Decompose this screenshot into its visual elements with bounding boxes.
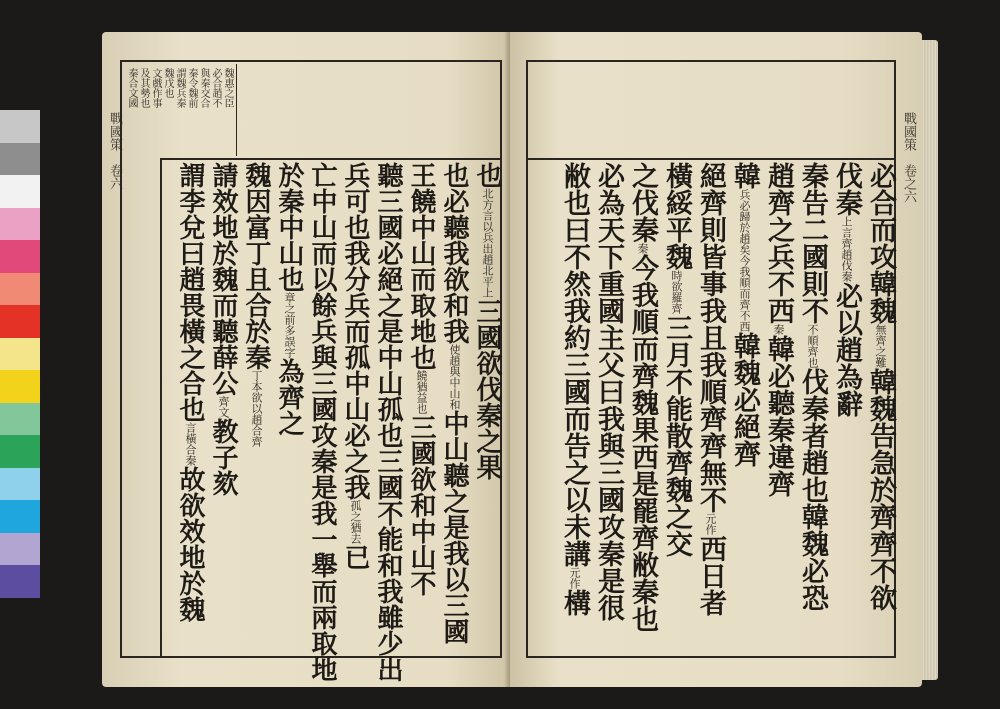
text-column — [437, 162, 467, 654]
headnote-line: 魏戊也 — [162, 68, 173, 98]
commentary-text: 時欲羅齊 — [670, 270, 683, 314]
main-text: 教子欬 — [208, 418, 238, 496]
main-text: 趙齊之兵不西 — [763, 162, 794, 324]
main-text: 亡中山而以餘兵與三國攻秦是我一舉而兩取地 — [307, 162, 337, 682]
commentary-text: 齊文 — [217, 396, 230, 418]
main-text: 敝也曰不然我約三國而告之以未講 — [559, 162, 590, 567]
main-text: 也 — [472, 162, 502, 188]
text-column — [761, 162, 792, 654]
right-side-title: 戰國策 卷之六 — [901, 112, 916, 203]
color-swatch — [0, 338, 40, 371]
color-swatch — [0, 305, 40, 338]
commentary-text: 無齊之難 — [874, 324, 887, 368]
main-text: 韓魏告急於齊齊不欲 — [865, 368, 896, 611]
commentary-text: 丁本欲以趙合齊 — [250, 370, 263, 447]
commentary-text: 不順齊也 — [806, 324, 819, 368]
main-text: 伐秦 — [831, 162, 862, 216]
headnote-line: 文戲作事 — [150, 68, 161, 108]
commentary-text: 元作 — [704, 513, 717, 535]
commentary-text: 章之前多誤字 — [283, 292, 296, 358]
main-text: 魏因富丁且合於秦 — [241, 162, 271, 370]
page-edges — [922, 40, 938, 680]
main-text: 韓必聽秦違齊 — [763, 335, 794, 497]
main-text: 謂李兌曰趙畏橫之合也 — [175, 162, 205, 422]
main-text: 必為天下重國主父曰我與三國攻秦是很 — [593, 162, 624, 621]
text-column — [173, 162, 203, 654]
headnote-line: 魏惠之臣 — [222, 68, 233, 108]
main-text: 中山聽之是我以三國 — [439, 410, 469, 644]
open-book — [96, 32, 938, 687]
color-swatch — [0, 143, 40, 176]
commentary-text: 秦 — [636, 243, 649, 254]
text-column — [863, 162, 894, 654]
main-text: 聽三國必絕之是中山孤也三國不能和我雖少出 — [373, 162, 403, 682]
text-column — [239, 162, 269, 654]
text-column — [470, 162, 500, 654]
headnote-line: 必合趙不 — [210, 68, 221, 108]
main-text: 韓 — [729, 162, 760, 189]
headnote-line: 及其勢也 — [138, 68, 149, 108]
text-column — [206, 162, 236, 654]
commentary-text: 元作 — [568, 567, 581, 589]
main-text: 西日者 — [695, 535, 726, 616]
main-text: 今我順而齊魏果西是罷齊敝秦也 — [627, 254, 658, 632]
main-text: 已 — [340, 544, 370, 570]
headnote-line: 謂魏兵秦 — [174, 68, 185, 108]
commentary-text: 北方言以兵出趙北平上 — [481, 188, 494, 298]
right-text-columns — [530, 162, 894, 654]
color-swatch — [0, 175, 40, 208]
main-text: 必以趙為辭 — [831, 282, 862, 417]
main-text: 於秦中山也 — [274, 162, 304, 292]
text-column — [338, 162, 368, 654]
main-text: 構 — [559, 589, 590, 616]
color-swatch — [0, 370, 40, 403]
headnote-line: 與秦交合 — [198, 68, 209, 108]
text-column — [404, 162, 434, 654]
main-text: 之伐秦 — [627, 162, 658, 243]
main-text: 伐秦者趙也韓魏必恐 — [797, 368, 828, 611]
text-column — [272, 162, 302, 654]
text-column — [693, 162, 724, 654]
main-text: 絕齊則皆事我且我順齊齊無不 — [695, 162, 726, 513]
main-text: 兵可也我分兵而孤中山必之我 — [340, 162, 370, 500]
main-text: 橫綏平魏 — [661, 162, 692, 270]
main-text: 必合而攻韓魏 — [865, 162, 896, 324]
headnote-line: 秦合文國 — [126, 68, 137, 108]
commentary-text: 兵必歸於趙矣今我順而齊不西 — [738, 189, 751, 332]
color-calibration-strip — [0, 110, 40, 598]
left-side-title: 戰國策 卷六 — [107, 112, 122, 190]
color-swatch — [0, 240, 40, 273]
commentary-text: 言橫合秦 — [184, 422, 197, 466]
main-text: 為齊之 — [274, 358, 304, 436]
color-swatch — [0, 403, 40, 436]
left-headnote — [124, 64, 237, 156]
color-swatch — [0, 533, 40, 566]
commentary-text: 孤之猶去 — [349, 500, 362, 544]
commentary-text: 使趙與中山和 — [448, 344, 461, 410]
right-page-margin — [896, 112, 922, 632]
color-swatch — [0, 208, 40, 241]
text-column — [829, 162, 860, 654]
main-text: 韓魏必絕齊 — [729, 332, 760, 467]
text-column — [591, 162, 622, 654]
main-text: 三月不能散齊魏之交 — [661, 314, 692, 557]
text-column — [625, 162, 656, 654]
main-text: 三國欲和中山不 — [406, 414, 436, 596]
color-swatch — [0, 273, 40, 306]
text-column — [371, 162, 403, 682]
color-swatch — [0, 500, 40, 533]
text-column — [305, 162, 337, 682]
main-text: 也必聽我欲和我 — [439, 162, 469, 344]
text-column — [659, 162, 690, 654]
main-text: 秦告二國則不 — [797, 162, 828, 324]
text-column — [795, 162, 826, 654]
color-swatch — [0, 468, 40, 501]
color-swatch — [0, 565, 40, 598]
color-swatch — [0, 435, 40, 468]
text-column — [557, 162, 588, 654]
main-text: 請效地於魏而聽薛公 — [208, 162, 238, 396]
text-column — [727, 162, 758, 654]
left-text-columns — [164, 162, 502, 682]
main-text: 王饒中山而取地也 — [406, 162, 436, 370]
commentary-text: 秦 — [772, 324, 785, 335]
headnote-line: 秦令魏前 — [186, 68, 197, 108]
right-page — [510, 32, 922, 687]
commentary-text: 饒猶益也 — [415, 370, 428, 414]
commentary-text: 上言齊趙伐秦 — [840, 216, 853, 282]
main-text: 故欲效地於魏 — [175, 466, 205, 622]
left-page — [102, 32, 510, 687]
main-text: 三國欲伐秦之果 — [472, 298, 502, 480]
color-swatch — [0, 110, 40, 143]
